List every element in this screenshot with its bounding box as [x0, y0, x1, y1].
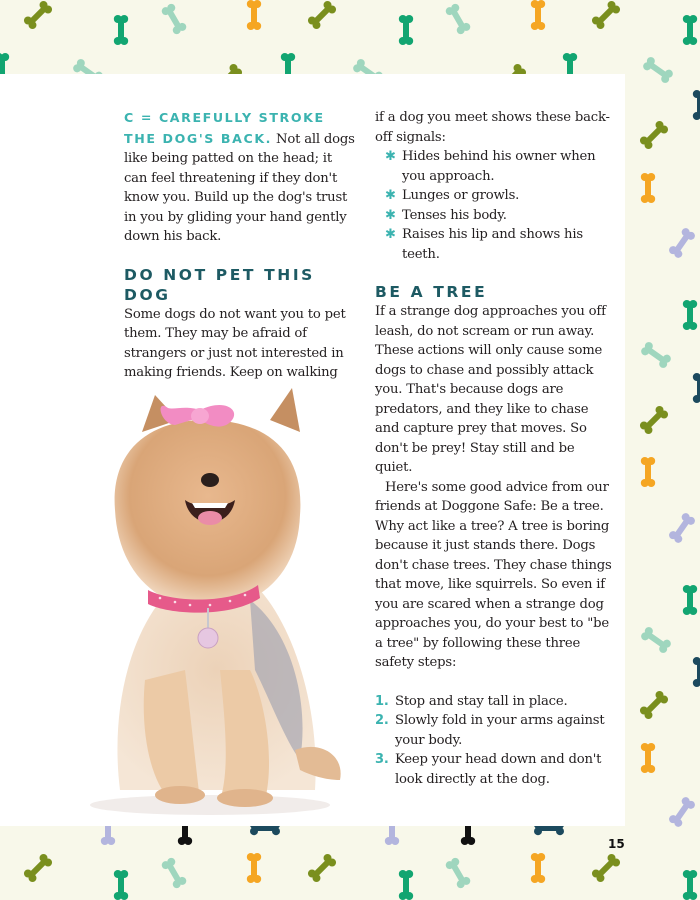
- left-column: [124, 108, 356, 383]
- body-text: Some dogs do not want you to pet them. They may be afraid of strangers or just not interested in making friends. Keep on walking: [124, 306, 346, 380]
- back-off-signals-list: [385, 147, 615, 264]
- list-item: 1. Stop and stay tall in place.: [375, 692, 615, 712]
- dog-photo: [60, 380, 360, 820]
- list-item: ✱ Hides behind his owner when you approach.: [385, 149, 596, 184]
- list-item: ✱ Tenses his body.: [385, 206, 615, 226]
- step-number: 2.: [375, 713, 389, 728]
- lead-in-heading: C = CAREFULLY STROKE THE DOG'S BACK.: [124, 110, 325, 146]
- body-text-continued: if a dog you meet shows these back-off signals:: [375, 110, 610, 145]
- asterisk-bullet-icon: ✱: [385, 188, 396, 203]
- safety-steps-list: [375, 692, 615, 790]
- page-number: 15: [608, 837, 625, 851]
- heading-do-not-pet: DO NOT PET THIS DOG: [124, 265, 315, 304]
- list-item: 3. Keep your head down and don't look directly at the dog.: [375, 752, 602, 787]
- body-text: If a strange dog approaches you off leash, do not scream or run away. These actions will only cause some dogs to chase and possibly attack you. That's because dogs are predators, and they like to chase and capture prey that moves. So don't be prey! Stay still and be quiet.: [375, 304, 606, 475]
- asterisk-bullet-icon: ✱: [385, 149, 396, 164]
- body-text: Here's some good advice from our friends at Doggone Safe: Be a tree. Why act like a tree? A tree is boring because it just stands there. Dogs don't chase trees. They chase things that move, like squirrels. So even if you are scared when a strange dog approaches you, do your best to "be a tree" by following these three safety steps:: [375, 479, 612, 670]
- list-item: 2. Slowly fold in your arms against your body.: [375, 713, 605, 748]
- right-column: [375, 108, 615, 789]
- section-carefully-stroke: [124, 108, 356, 247]
- asterisk-bullet-icon: ✱: [385, 227, 396, 242]
- list-item: ✱ Lunges or growls.: [385, 186, 615, 206]
- step-number: 3.: [375, 752, 389, 767]
- body-text: Not all dogs like being patted on the head; it can feel threatening if they don't know you. Build up the dog's trust in you by gliding your hand gently down his back.: [124, 131, 355, 244]
- list-item: ✱ Raises his lip and shows his teeth.: [385, 227, 583, 262]
- heading-be-a-tree: BE A TREE: [375, 283, 488, 301]
- content-panel: [0, 74, 625, 826]
- asterisk-bullet-icon: ✱: [385, 207, 396, 223]
- step-number: 1.: [375, 693, 389, 709]
